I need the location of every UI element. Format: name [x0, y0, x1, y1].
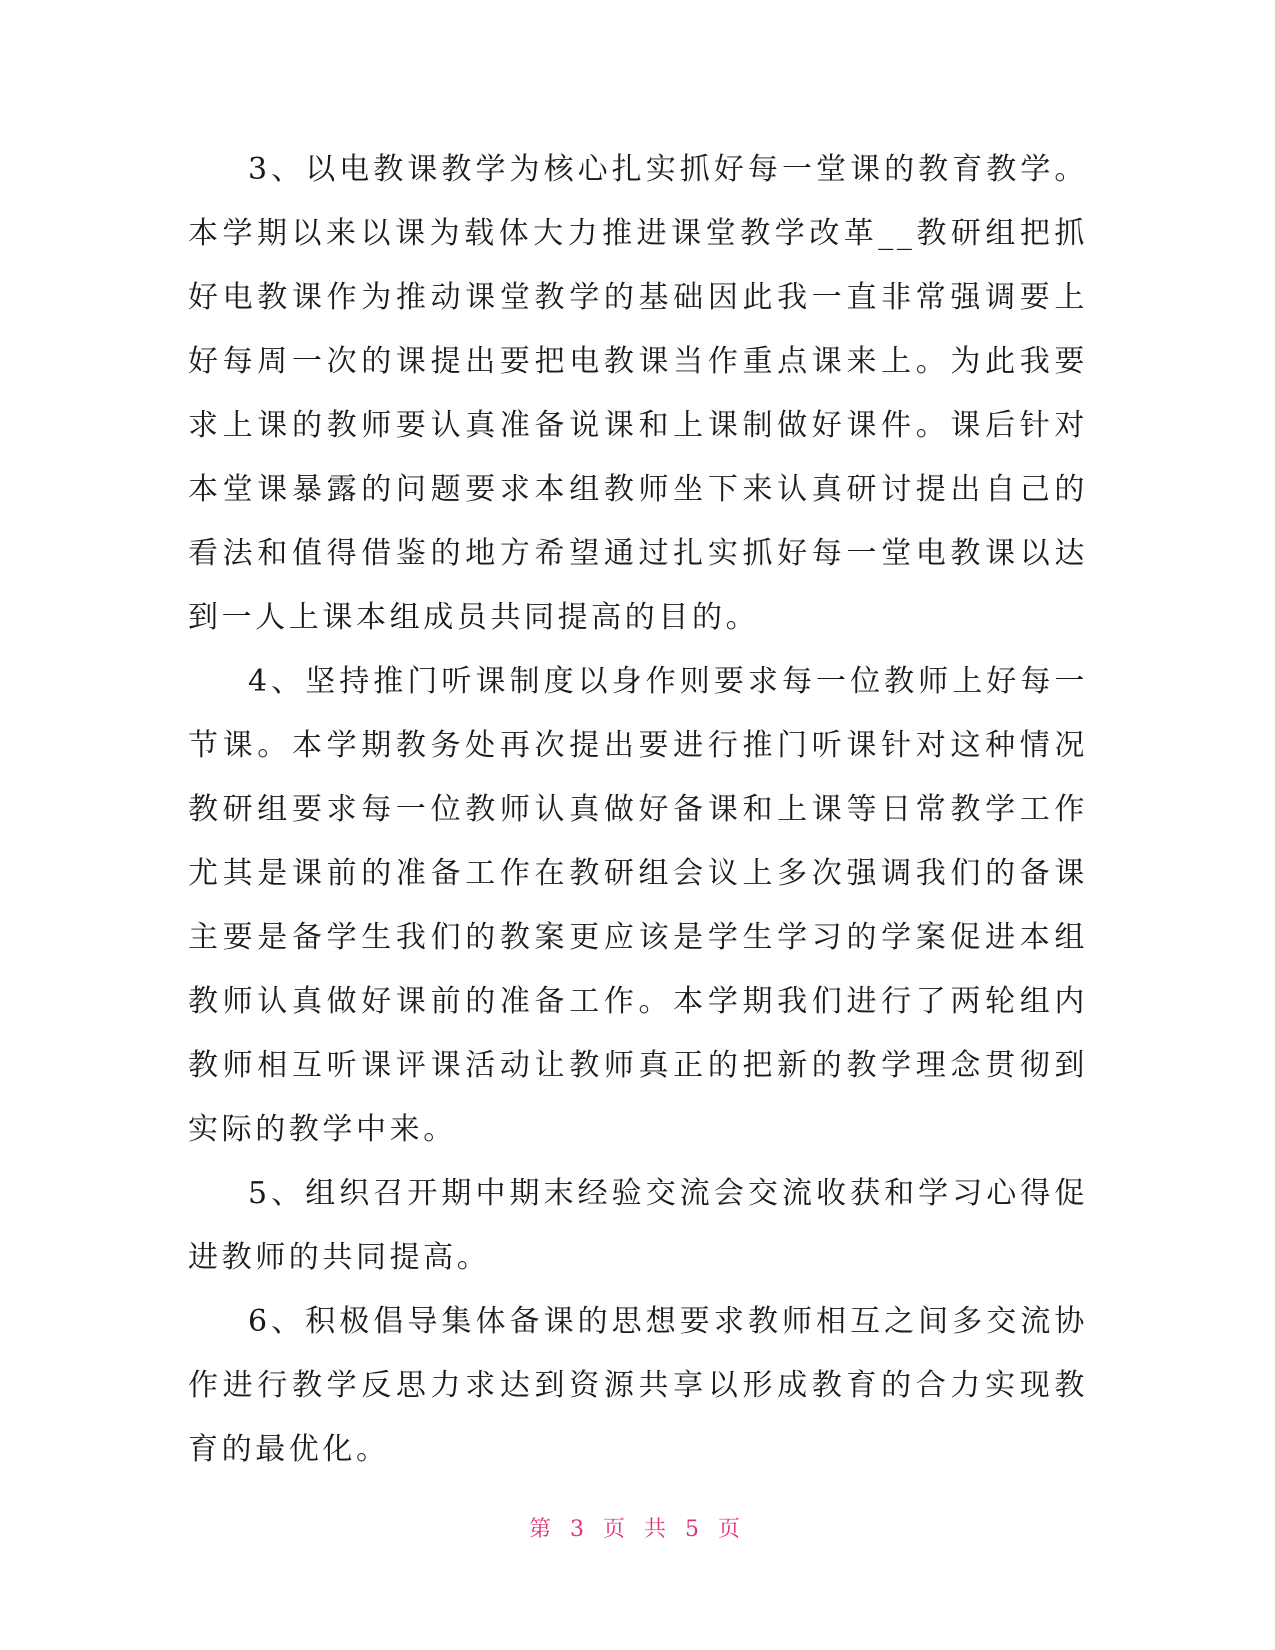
- paragraph-5: 5、组织召开期中期末经验交流会交流收获和学习心得促进教师的共同提高。: [188, 1176, 1088, 1275]
- document-body: [188, 138, 1088, 1482]
- paragraph-6: 6、积极倡导集体备课的思想要求教师相互之间多交流协作进行教学反思力求达到资源共享以形成教育的合力实现教育的最优化。: [188, 1304, 1088, 1467]
- page-number-footer: 第 3 页 共 5 页: [529, 1517, 746, 1542]
- paragraph-3: 3、以电教课教学为核心扎实抓好每一堂课的教育教学。本学期以来以课为载体大力推进课堂教学改革__教研组把抓好电教课作为推动课堂教学的基础因此我一直非常强调要上好每周一次的课提出要把电教课当作重点课来上。为此我要求上课的教师要认真准备说课和上课制做好课件。课后针对本堂课暴露的问题要求本组教师坐下来认真研讨提出自己的看法和值得借鉴的地方希望通过扎实抓好每一堂电教课以达到一人上课本组成员共同提高的目的。: [188, 152, 1088, 635]
- paragraph-4: 4、坚持推门听课制度以身作则要求每一位教师上好每一节课。本学期教务处再次提出要进行推门听课针对这种情况教研组要求每一位教师认真做好备课和上课等日常教学工作尤其是课前的准备工作在教研组会议上多次强调我们的备课主要是备学生我们的教案更应该是学生学习的学案促进本组教师认真做好课前的准备工作。本学期我们进行了两轮组内教师相互听课评课活动让教师真正的把新的教学理念贯彻到实际的教学中来。: [188, 664, 1088, 1147]
